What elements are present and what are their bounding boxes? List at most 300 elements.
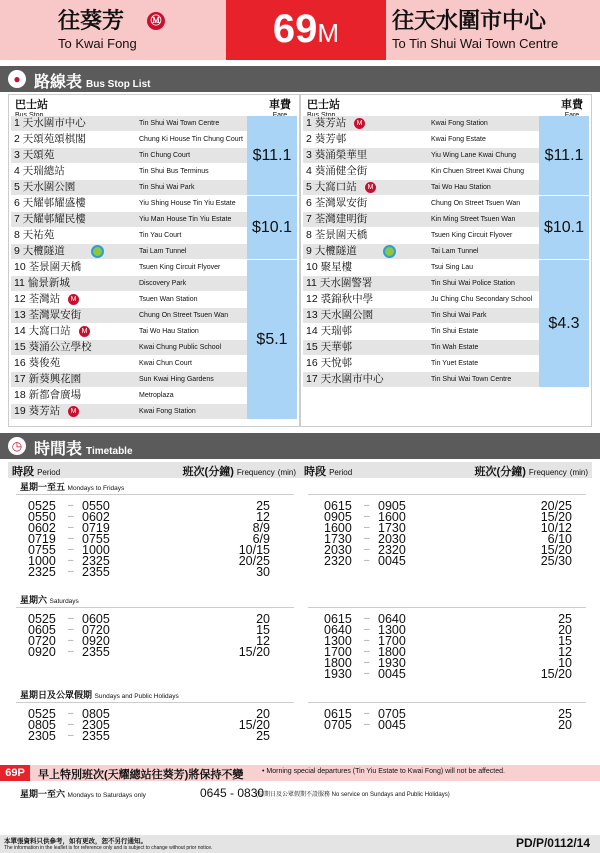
special-bullet: •	[262, 768, 265, 775]
stop-row	[11, 276, 247, 291]
divider	[308, 607, 586, 608]
stop-name-en: Tin Shui Bus Terminus	[139, 168, 209, 175]
start-time: 0615	[324, 499, 352, 513]
stop-name-en: Kwai Fong Station	[139, 408, 196, 415]
freq-unit: (min)	[277, 468, 296, 477]
end-time: 2320	[378, 543, 406, 557]
leaflet-code: PD/P/0112/14	[515, 836, 590, 850]
dash: –	[68, 522, 74, 533]
divider	[16, 702, 294, 703]
stop-name-zh: 7 天耀邨耀民樓	[14, 213, 86, 225]
dash: –	[68, 730, 74, 741]
frequency: 6/9	[252, 532, 270, 546]
stop-name-zh: 8 荃景圍天橋	[306, 229, 368, 241]
frequency: 15	[558, 634, 572, 648]
stop-row	[11, 116, 247, 131]
stop-row	[303, 196, 539, 211]
stop-row	[303, 228, 539, 243]
start-time: 0615	[324, 612, 352, 626]
day-zh: 星期日及公眾假期	[20, 690, 93, 700]
stop-list-left-header	[11, 96, 297, 114]
timetable-title-en: Timetable	[86, 446, 133, 457]
fare-value: $10.1	[543, 219, 585, 236]
end-time: 0755	[82, 532, 110, 546]
end-time: 1930	[378, 656, 406, 670]
stop-row	[303, 276, 539, 291]
stop-name-en: Discovery Park	[139, 280, 187, 287]
route-number: 69	[272, 7, 318, 51]
frequency: 25	[256, 729, 270, 743]
stop-row	[303, 324, 539, 339]
timetable-row	[324, 719, 572, 731]
end-time: 2355	[82, 565, 110, 579]
stop-row	[303, 132, 539, 147]
dash: –	[68, 719, 74, 730]
end-time: 0605	[82, 612, 110, 626]
end-time: 1300	[378, 623, 406, 637]
dash: –	[68, 624, 74, 635]
dash: –	[364, 613, 370, 624]
stop-name-zh: 3 葵涌榮華里	[306, 149, 368, 161]
stop-name-zh: 17 新葵興花園	[14, 373, 82, 385]
stop-name-en: Kwai Fong Estate	[431, 136, 486, 143]
mtr-icon: M	[354, 118, 365, 129]
stop-name-en: Chung Ki House Tin Chung Court	[139, 136, 243, 143]
light-rail-icon	[383, 245, 396, 258]
dash: –	[364, 500, 370, 511]
stop-row	[303, 260, 539, 275]
stop-row	[303, 308, 539, 323]
stop-name-en: Tai Lam Tunnel	[431, 248, 479, 255]
stop-name-zh: 10 荃景圍天橋	[14, 261, 82, 273]
stop-name-zh: 17 天水圍市中心	[306, 373, 384, 385]
stop-name-en: Tai Wo Hau Station	[139, 328, 199, 335]
disclaimer-en: The information in the leaflet is for reference only and is subject to change without prior notice.	[4, 845, 213, 851]
fare-band	[539, 260, 589, 387]
timetable-header	[0, 433, 600, 459]
start-time: 0720	[28, 634, 56, 648]
stop-name-en: Tin Chung Court	[139, 152, 191, 159]
freq-en: Frequency	[528, 468, 567, 477]
period-zh: 時段	[304, 466, 326, 478]
fare-band	[247, 116, 297, 195]
end-time: 0640	[378, 612, 406, 626]
stop-name-en: Kwai Chun Court	[139, 360, 192, 367]
frequency: 20	[558, 623, 572, 637]
stop-name-zh: 13 荃灣眾安街	[14, 309, 82, 321]
stop-name-zh: 13 天水圍公園	[306, 309, 374, 321]
dash: –	[364, 646, 370, 657]
start-time: 0920	[28, 645, 56, 659]
day-zh: 星期六	[20, 595, 48, 605]
frequency: 15/20	[540, 667, 572, 681]
stop-name-zh: 7 荃灣建明街	[306, 213, 368, 225]
dash: –	[364, 522, 370, 533]
stop-name-en: Chung On Street Tsuen Wan	[431, 200, 521, 207]
stop-row	[303, 356, 539, 371]
special-day-zh: 星期一至六	[20, 789, 66, 799]
start-time: 1930	[324, 667, 352, 681]
fare-band	[247, 196, 297, 259]
end-time: 0719	[82, 521, 110, 535]
stop-name-zh: 1 天水圍市中心	[14, 117, 86, 129]
stop-row	[11, 324, 247, 339]
stop-row	[303, 116, 539, 131]
day-label	[20, 688, 179, 701]
stop-row	[303, 180, 539, 195]
frequency: 25/30	[540, 554, 572, 568]
stop-row	[11, 164, 247, 179]
stop-name-en: Kwai Fong Station	[431, 120, 488, 127]
stop-row	[11, 340, 247, 355]
dash: –	[68, 635, 74, 646]
stop-name-en: Yiu Man House Tin Yiu Estate	[139, 216, 232, 223]
stop-name-zh: 5 大窩口站	[306, 181, 357, 193]
stop-name-en: Kwai Chung Public School	[139, 344, 222, 351]
stop-row	[303, 212, 539, 227]
frequency: 15/20	[540, 510, 572, 524]
stop-name-en: Chung On Street Tsuen Wan	[139, 312, 229, 319]
stop-name-zh: 15 葵涌公立學校	[14, 341, 92, 353]
mtr-icon: M	[68, 406, 79, 417]
start-time: 0605	[28, 623, 56, 637]
start-time: 0525	[28, 499, 56, 513]
timetable-col-header-right	[300, 462, 592, 478]
stop-name-zh: 6 天耀邨耀盛樓	[14, 197, 86, 209]
frequency: 10	[558, 656, 572, 670]
end-time: 2325	[82, 554, 110, 568]
end-time: 1730	[378, 521, 406, 535]
end-time: 0920	[82, 634, 110, 648]
stop-name-en: Tin Shui Wai Town Centre	[431, 376, 512, 383]
start-time: 0805	[28, 718, 56, 732]
frequency: 15	[256, 623, 270, 637]
frequency: 20/25	[540, 499, 572, 513]
timetable-title-zh: 時間表	[34, 441, 83, 458]
stop-name-zh: 3 天頌苑	[14, 149, 55, 161]
start-time: 0525	[28, 612, 56, 626]
special-schedule	[0, 785, 600, 801]
mtr-icon: M	[365, 182, 376, 193]
stop-name-zh: 11 天水圍警署	[306, 277, 373, 289]
stop-name-en: Tin Shui Wai Police Station	[431, 280, 515, 287]
stop-name-zh: 15 天華邨	[306, 341, 353, 353]
stop-row	[11, 308, 247, 323]
period-zh: 時段	[12, 466, 34, 478]
bus-icon: ●	[8, 70, 26, 88]
timetable-row	[28, 730, 270, 742]
end-time: 0045	[378, 554, 406, 568]
stop-name-en: Tin Yuet Estate	[431, 360, 479, 367]
start-time: 2320	[324, 554, 352, 568]
frequency: 30	[256, 565, 270, 579]
end-time: 0905	[378, 499, 406, 513]
destination-block	[392, 4, 558, 51]
stop-name-zh: 10 聚星樓	[306, 261, 353, 273]
start-time: 1730	[324, 532, 352, 546]
end-time: 0805	[82, 707, 110, 721]
dash: –	[364, 635, 370, 646]
stop-name-en: Tin Shui Wai Park	[431, 312, 487, 319]
destination-zh: 往天水圍市中心	[392, 8, 547, 33]
fare-band	[539, 196, 589, 259]
end-time: 2355	[82, 729, 110, 743]
frequency: 15/20	[540, 543, 572, 557]
stop-name-zh: 12 裘錦秋中學	[306, 293, 374, 305]
dash: –	[364, 624, 370, 635]
dash: –	[364, 533, 370, 544]
frequency: 10/15	[238, 543, 270, 557]
day-zh: 星期一至五	[20, 482, 66, 492]
frequency: 15/20	[238, 645, 270, 659]
start-time: 0719	[28, 532, 56, 546]
frequency: 25	[256, 499, 270, 513]
clock-icon: ◷	[8, 437, 26, 455]
stop-row	[11, 388, 247, 403]
dash: –	[364, 719, 370, 730]
mtr-icon: M	[79, 326, 90, 337]
dash: –	[364, 668, 370, 679]
stop-row	[11, 228, 247, 243]
mtr-icon: M	[68, 294, 79, 305]
stop-list-title-zh: 路線表	[34, 74, 83, 91]
start-time: 0615	[324, 707, 352, 721]
special-notice	[0, 765, 600, 781]
dash: –	[68, 511, 74, 522]
fare-value: $5.1	[256, 331, 288, 348]
start-time: 2305	[28, 729, 56, 743]
end-time: 2305	[82, 718, 110, 732]
frequency: 12	[256, 510, 270, 524]
stop-name-zh: 16 葵俊苑	[14, 357, 61, 369]
end-time: 1600	[378, 510, 406, 524]
stop-name-zh: 6 荃灣眾安街	[306, 197, 368, 209]
frequency: 8/9	[252, 521, 270, 535]
stop-name-en: Kin Chuen Street Kwai Chung	[431, 168, 524, 175]
stop-row	[303, 148, 539, 163]
dash: –	[68, 533, 74, 544]
stop-name-zh: 14 大窩口站	[14, 325, 71, 337]
fare-band	[539, 116, 589, 195]
stop-name-en: Tai Wo Hau Station	[431, 184, 491, 191]
timetable-row	[28, 566, 270, 578]
dash: –	[364, 544, 370, 555]
dash: –	[68, 544, 74, 555]
special-notice-en: Morning special departures (Tin Yiu Estate to Kwai Fong) will not be affected.	[266, 768, 505, 775]
stop-name-en: Tin Wah Estate	[431, 344, 479, 351]
route-suffix: M	[317, 18, 340, 48]
frequency: 25	[558, 707, 572, 721]
mtr-icon: Ⓜ	[147, 12, 165, 30]
stop-row	[11, 180, 247, 195]
stop-name-en: Tin Shui Estate	[431, 328, 479, 335]
special-time: 0645 - 0830	[200, 786, 265, 800]
stop-list-header	[0, 66, 600, 92]
end-time: 1000	[82, 543, 110, 557]
stop-row	[11, 132, 247, 147]
timetable-col-header-left	[8, 462, 300, 478]
freq-unit: (min)	[569, 468, 588, 477]
stop-name-zh: 19 葵芳站	[14, 405, 61, 417]
divider	[16, 494, 294, 495]
start-time: 2030	[324, 543, 352, 557]
route-banner	[0, 0, 600, 60]
stop-name-en: Metroplaza	[139, 392, 174, 399]
start-time: 0705	[324, 718, 352, 732]
frequency: 6/10	[547, 532, 572, 546]
start-time: 0755	[28, 543, 56, 557]
frequency: 20/25	[238, 554, 270, 568]
end-time: 0602	[82, 510, 110, 524]
stop-list-right-header	[303, 96, 589, 114]
end-time: 2355	[82, 645, 110, 659]
dash: –	[68, 646, 74, 657]
stop-name-zh: 8 天祐苑	[14, 229, 55, 241]
col-fare-zh: 車費	[561, 99, 583, 111]
start-time: 0525	[28, 707, 56, 721]
stop-name-en: Yiu Shing House Tin Yiu Estate	[139, 200, 236, 207]
day-en: Saturdays	[49, 598, 79, 605]
freq-zh: 班次(分鐘)	[182, 466, 234, 478]
stop-name-en: Tsuen Wan Station	[139, 296, 198, 303]
origin-en: To Kwai Fong	[58, 36, 137, 51]
dash: –	[364, 511, 370, 522]
stop-row	[11, 244, 247, 259]
end-time: 1800	[378, 645, 406, 659]
stop-row	[11, 404, 247, 419]
start-time: 0905	[324, 510, 352, 524]
frequency: 15/20	[238, 718, 270, 732]
stop-name-zh: 14 天瑞邨	[306, 325, 353, 337]
dash: –	[364, 657, 370, 668]
period-en: Period	[329, 468, 353, 477]
stop-name-en: Yiu Wing Lane Kwai Chung	[431, 152, 516, 159]
stop-row	[11, 260, 247, 275]
col-stop-zh: 巴士站	[307, 99, 340, 111]
start-time: 0602	[28, 521, 56, 535]
col-stop-zh: 巴士站	[15, 99, 48, 111]
stop-name-en: Ju Ching Chu Secondary School	[431, 296, 533, 303]
stop-row	[303, 372, 539, 387]
stop-name-zh: 2 葵芳邨	[306, 133, 347, 145]
fare-value: $11.1	[544, 147, 584, 164]
timetable-row	[324, 668, 572, 680]
divider	[308, 702, 586, 703]
stop-name-zh: 11 愉景新城	[14, 277, 70, 289]
stop-row	[11, 148, 247, 163]
dash: –	[68, 500, 74, 511]
destination-en: To Tin Shui Wai Town Centre	[392, 36, 559, 51]
stop-list-title-en: Bus Stop List	[86, 79, 151, 90]
day-label	[20, 593, 79, 606]
stop-row	[11, 196, 247, 211]
fare-value: $10.1	[251, 219, 293, 236]
stop-name-en: Tsuen King Circuit Flyover	[139, 264, 221, 271]
start-time: 1600	[324, 521, 352, 535]
stop-name-en: Tin Shui Wai Town Centre	[139, 120, 220, 127]
stop-name-en: Kin Ming Street Tsuen Wan	[431, 216, 516, 223]
stop-name-en: Tin Yau Court	[139, 232, 182, 239]
start-time: 0550	[28, 510, 56, 524]
special-day-en: Mondays to Saturdays only	[67, 792, 146, 799]
stop-row	[11, 292, 247, 307]
dash: –	[364, 708, 370, 719]
origin-zh: 往葵芳	[58, 8, 125, 33]
stop-row	[303, 340, 539, 355]
stop-name-zh: 9 大欖隧道	[306, 245, 357, 257]
disclaimer-zh: 本單張資料只供參考，如有更改，恕不另行通知。	[4, 838, 147, 845]
stop-name-en: Sun Kwai Hing Gardens	[139, 376, 214, 383]
fare-value: $11.1	[252, 147, 292, 164]
stop-name-zh: 5 天水圍公園	[14, 181, 76, 193]
special-note: (星期日及公眾假期不設服務 No service on Sundays and Public Holidays)	[256, 792, 450, 798]
fare-value: $4.3	[548, 315, 580, 332]
frequency: 25	[558, 612, 572, 626]
start-time: 2325	[28, 565, 56, 579]
stop-row	[11, 372, 247, 387]
footer	[0, 835, 600, 853]
dash: –	[68, 566, 74, 577]
stop-name-en: Tsuen King Circuit Flyover	[431, 232, 513, 239]
dash: –	[68, 613, 74, 624]
freq-en: Frequency	[236, 468, 275, 477]
start-time: 1300	[324, 634, 352, 648]
end-time: 0705	[378, 707, 406, 721]
frequency: 20	[256, 707, 270, 721]
stop-row	[11, 212, 247, 227]
stop-name-zh: 4 葵涌健全街	[306, 165, 368, 177]
special-notice-zh: 早上特別班次(天耀總站往葵芳)將保持不變	[38, 769, 244, 781]
special-route-tag: 69P	[0, 765, 30, 781]
origin-block	[58, 4, 137, 51]
stop-list-right	[300, 94, 592, 427]
stop-name-zh: 9 大欖隧道	[14, 245, 65, 257]
end-time: 2030	[378, 532, 406, 546]
end-time: 0045	[378, 718, 406, 732]
stop-row	[303, 164, 539, 179]
dash: –	[364, 555, 370, 566]
end-time: 0550	[82, 499, 110, 513]
period-en: Period	[37, 468, 61, 477]
frequency: 10/12	[540, 521, 572, 535]
divider	[16, 607, 294, 608]
timetable-row	[324, 555, 572, 567]
day-en: Sundays and Public Holidays	[94, 693, 179, 700]
stop-name-en: Tin Shui Wai Park	[139, 184, 195, 191]
stop-name-zh: 18 新都會廣場	[14, 389, 82, 401]
start-time: 1700	[324, 645, 352, 659]
timetable-row	[28, 646, 270, 658]
end-time: 1700	[378, 634, 406, 648]
divider	[308, 494, 586, 495]
fare-band	[247, 260, 297, 419]
end-time: 0720	[82, 623, 110, 637]
frequency: 20	[256, 612, 270, 626]
stop-row	[303, 292, 539, 307]
stop-row	[11, 356, 247, 371]
start-time: 1800	[324, 656, 352, 670]
stop-name-zh: 1 葵芳站	[306, 117, 347, 129]
start-time: 1000	[28, 554, 56, 568]
stop-name-zh: 2 天頌苑頌棋閣	[14, 133, 86, 145]
dash: –	[68, 555, 74, 566]
frequency: 12	[558, 645, 572, 659]
stop-name-en: Tai Lam Tunnel	[139, 248, 187, 255]
stop-name-zh: 12 荃灣站	[14, 293, 61, 305]
col-fare-zh: 車費	[269, 99, 291, 111]
frequency: 12	[256, 634, 270, 648]
dash: –	[68, 708, 74, 719]
